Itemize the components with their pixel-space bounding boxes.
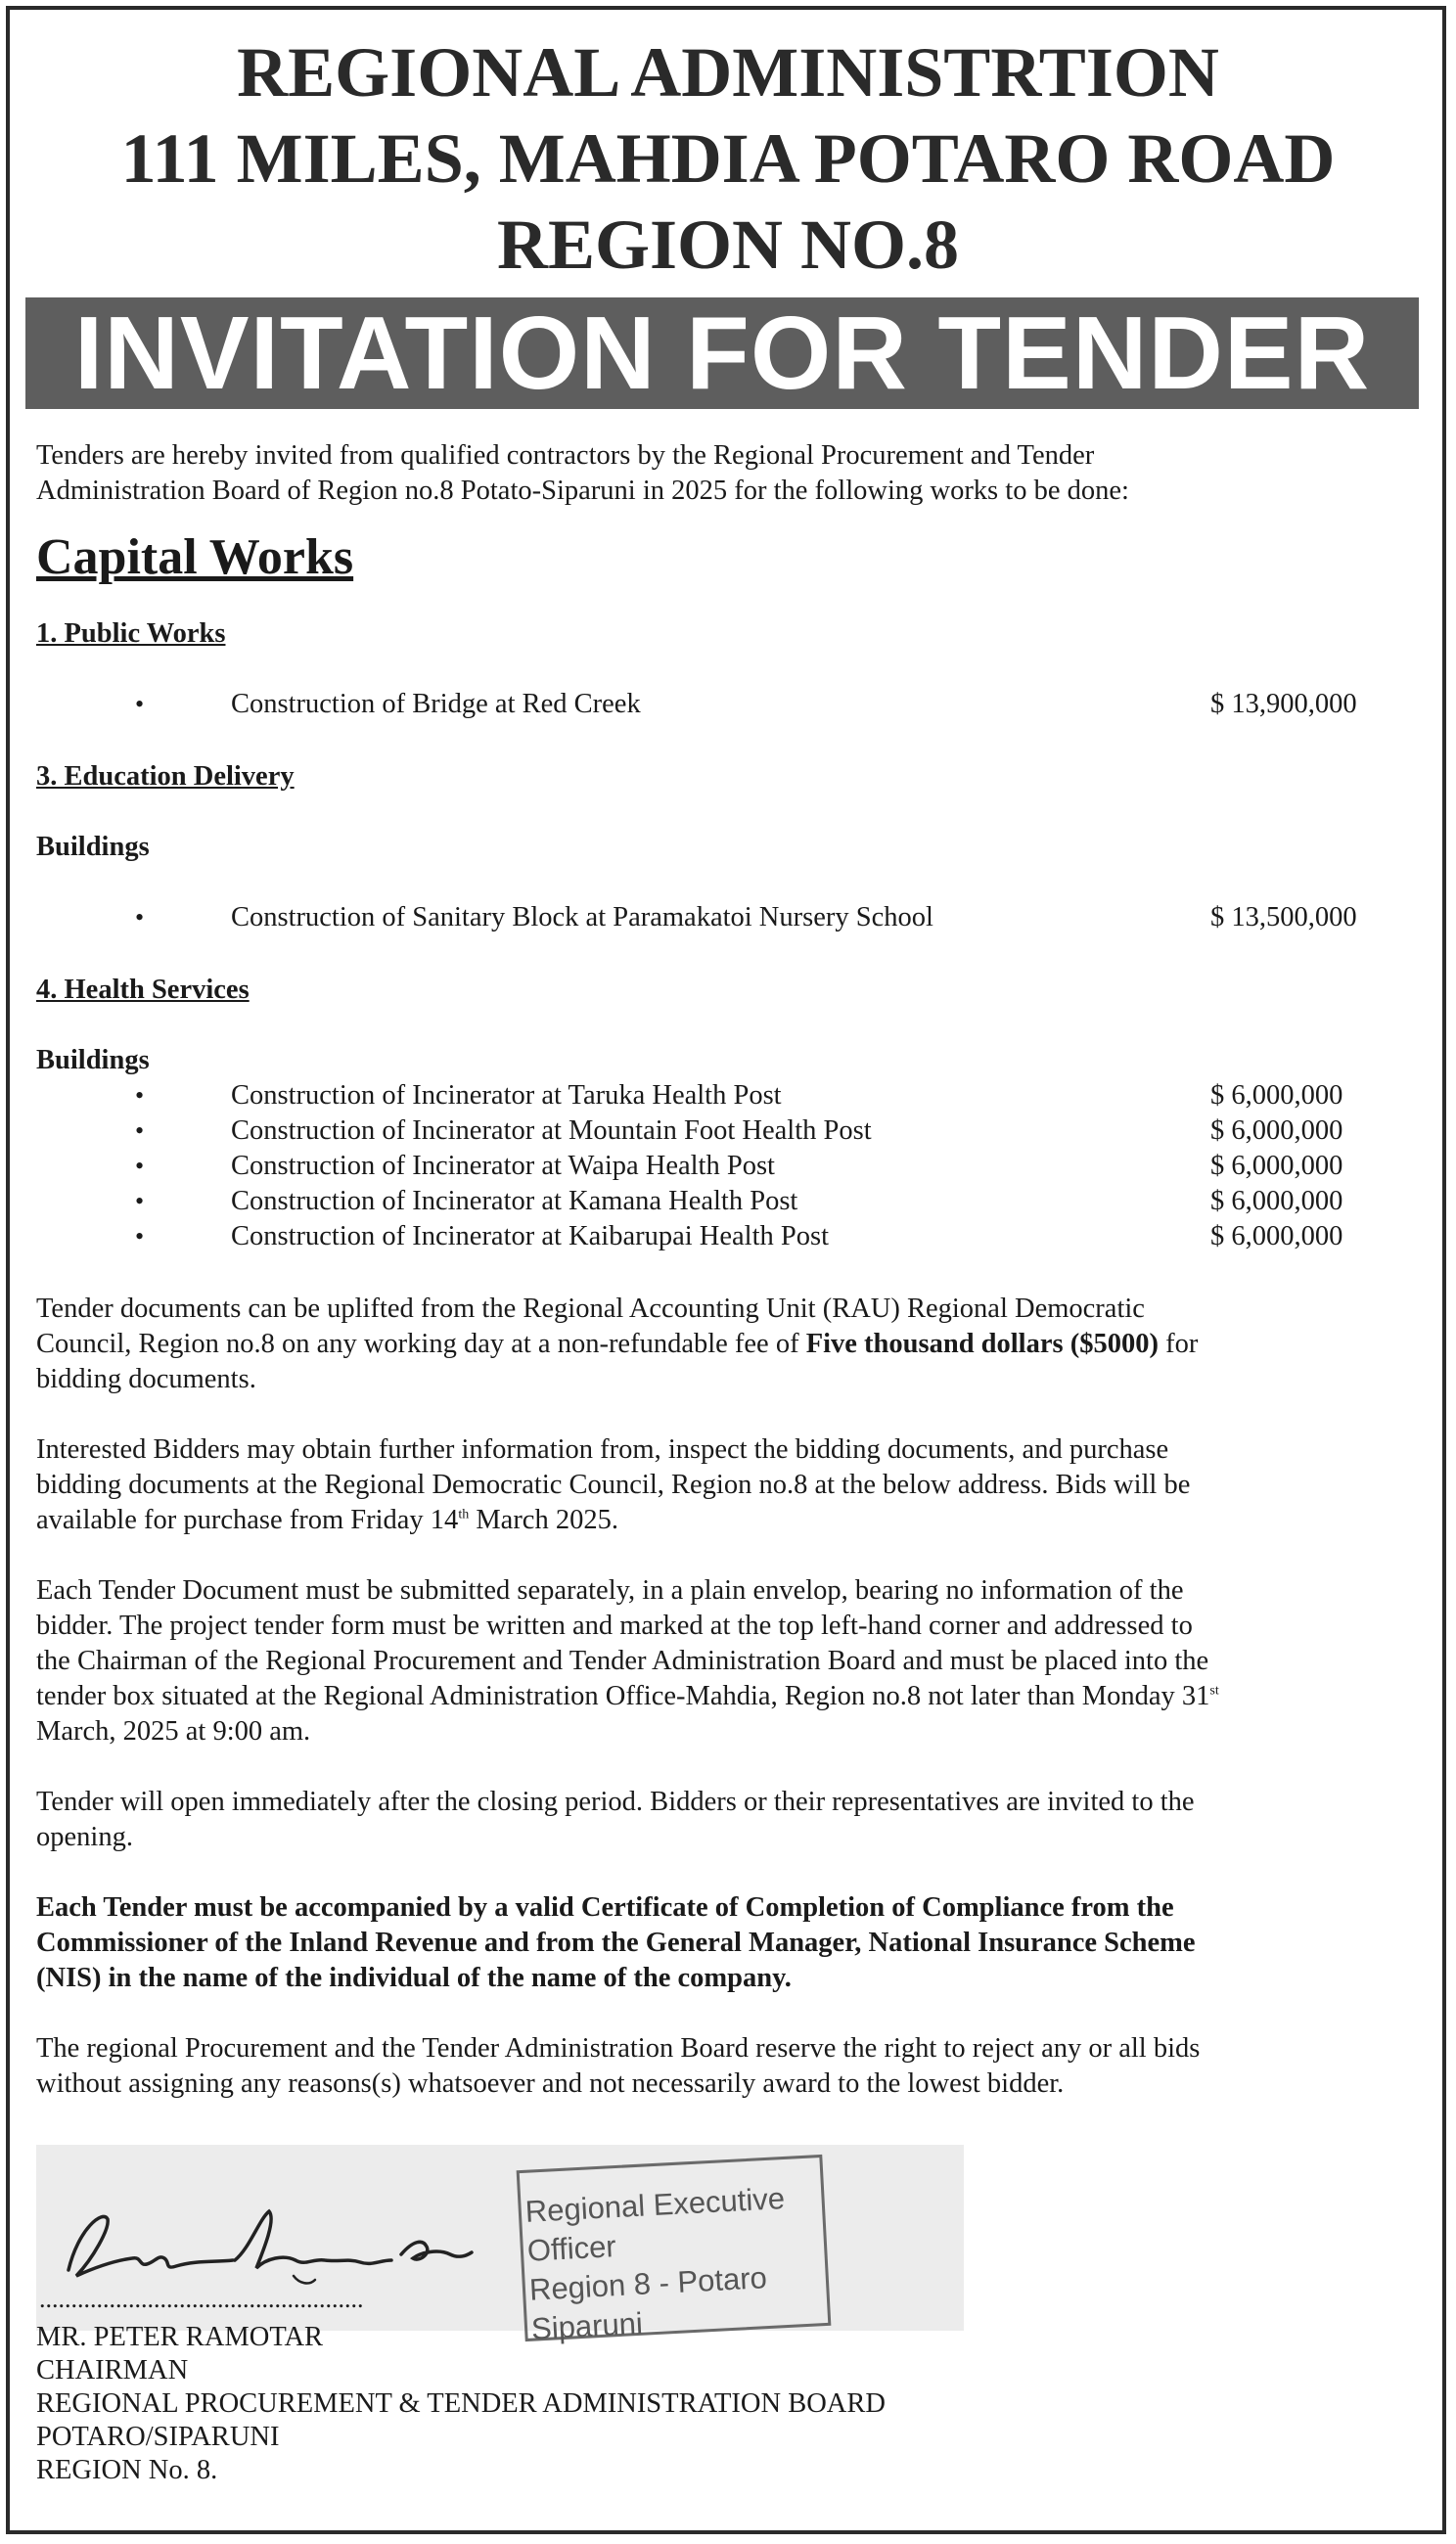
bullet: •: [135, 690, 145, 718]
signature-line: ...................................................: [39, 2285, 364, 2313]
section-heading-education: 3. Education Delivery: [36, 761, 295, 792]
opening-line-1: Tender will open immediately after the closing period. Bidders or their representatives are invited to the: [36, 1787, 1195, 1817]
list-item: [0, 1149, 1456, 1184]
item-name: Construction of Incinerator at Waipa Health Post: [231, 1151, 775, 1181]
certificate-line-2: Commissioner of the Inland Revenue and from the General Manager, National Insurance Scheme: [36, 1928, 1196, 1958]
item-amount: $ 6,000,000: [1210, 1221, 1343, 1251]
header-line-1: REGIONAL ADMINISTRTION: [237, 33, 1219, 112]
item-name: Construction of Sanitary Block at Paramakatoi Nursery School: [231, 902, 933, 932]
title-banner: [25, 297, 1419, 409]
item-name: Construction of Incinerator at Taruka Health Post: [231, 1080, 782, 1111]
item-amount: $ 6,000,000: [1210, 1151, 1343, 1181]
item-name: Construction of Bridge at Red Creek: [231, 689, 641, 719]
bidders-line-3: available for purchase from Friday 14th March 2025.: [36, 1505, 618, 1535]
handwritten-signature: [49, 2190, 499, 2297]
submission-line-2: bidder. The project tender form must be written and marked at the top left-hand corner and addressed to: [36, 1611, 1193, 1641]
certificate-line-3: (NIS) in the name of the individual of the name of the company.: [36, 1963, 792, 1993]
submission-line-1: Each Tender Document must be submitted separately, in a plain envelop, bearing no information of the: [36, 1575, 1184, 1606]
section-heading-public-works: 1. Public Works: [36, 618, 226, 649]
item-amount: $ 6,000,000: [1210, 1186, 1343, 1216]
bullet: •: [135, 1116, 145, 1145]
list-item: [0, 1184, 1456, 1219]
section-heading-health: 4. Health Services: [36, 975, 250, 1005]
bidders-line-2: bidding documents at the Regional Democratic Council, Region no.8 at the below address. Bids will be: [36, 1470, 1191, 1500]
signatory-board: REGIONAL PROCUREMENT & TENDER ADMINISTRATION BOARD: [36, 2388, 886, 2419]
documents-line-3: bidding documents.: [36, 1364, 256, 1394]
subheading-buildings: Buildings: [36, 832, 150, 862]
signatory-name: MR. PETER RAMOTAR: [36, 2322, 324, 2352]
submission-line-5: March, 2025 at 9:00 am.: [36, 1716, 311, 1747]
stamp-line-2: Region 8 - Potaro Siparuni: [528, 2260, 768, 2346]
intro-line-2: Administration Board of Region no.8 Potato-Siparuni in 2025 for the following works to be done:: [36, 476, 1129, 506]
banner-title: INVITATION FOR TENDER: [73, 295, 1371, 411]
reserve-line-2: without assigning any reasons(s) whatsoever and not necessarily award to the lowest bidder.: [36, 2068, 1065, 2099]
bullet: •: [135, 1187, 145, 1215]
signatory-title: CHAIRMAN: [36, 2355, 189, 2385]
certificate-line-1: Each Tender must be accompanied by a valid Certificate of Completion of Compliance from the: [36, 1892, 1174, 1923]
official-stamp: [517, 2155, 832, 2346]
stamp-line-1: Regional Executive Officer: [523, 2181, 786, 2268]
bullet: •: [135, 903, 145, 931]
opening-line-2: opening.: [36, 1822, 133, 1852]
list-item: [0, 1078, 1456, 1113]
intro-line-1: Tenders are hereby invited from qualified contractors by the Regional Procurement and Tender: [36, 440, 1095, 471]
documents-line-2: Council, Region no.8 on any working day at a non-refundable fee of Five thousand dollars ($5000) for: [36, 1329, 1199, 1359]
subheading-buildings: Buildings: [36, 1045, 150, 1075]
list-item: [0, 1113, 1456, 1149]
item-name: Construction of Incinerator at Kaibarupai Health Post: [231, 1221, 829, 1251]
bullet: •: [135, 1081, 145, 1110]
list-item: [0, 1219, 1456, 1254]
list-item: [0, 900, 1456, 935]
item-amount: $ 13,500,000: [1210, 902, 1357, 932]
signatory-region-name: POTARO/SIPARUNI: [36, 2422, 280, 2452]
documents-line-1: Tender documents can be uplifted from the Regional Accounting Unit (RAU) Regional Democratic: [36, 1294, 1145, 1324]
item-amount: $ 6,000,000: [1210, 1080, 1343, 1111]
submission-line-3: the Chairman of the Regional Procurement and Tender Administration Board and must be placed into the: [36, 1646, 1209, 1676]
item-amount: $ 13,900,000: [1210, 689, 1357, 719]
item-amount: $ 6,000,000: [1210, 1115, 1343, 1146]
bullet: •: [135, 1222, 145, 1250]
bullet: •: [135, 1152, 145, 1180]
bidders-line-1: Interested Bidders may obtain further information from, inspect the bidding documents, and purchase: [36, 1434, 1169, 1465]
submission-line-4: tender box situated at the Regional Administration Office-Mahdia, Region no.8 not later than Monday 31st: [36, 1681, 1219, 1711]
signatory-region-number: REGION No. 8.: [36, 2455, 218, 2485]
reserve-line-1: The regional Procurement and the Tender Administration Board reserve the right to reject any or all bids: [36, 2033, 1201, 2064]
header-line-2: 111 MILES, MAHDIA POTARO ROAD: [120, 119, 1336, 198]
capital-works-title: Capital Works: [36, 529, 354, 585]
header-line-3: REGION NO.8: [496, 205, 960, 284]
item-name: Construction of Incinerator at Kamana Health Post: [231, 1186, 798, 1216]
item-name: Construction of Incinerator at Mountain Foot Health Post: [231, 1115, 872, 1146]
list-item: [0, 687, 1456, 722]
